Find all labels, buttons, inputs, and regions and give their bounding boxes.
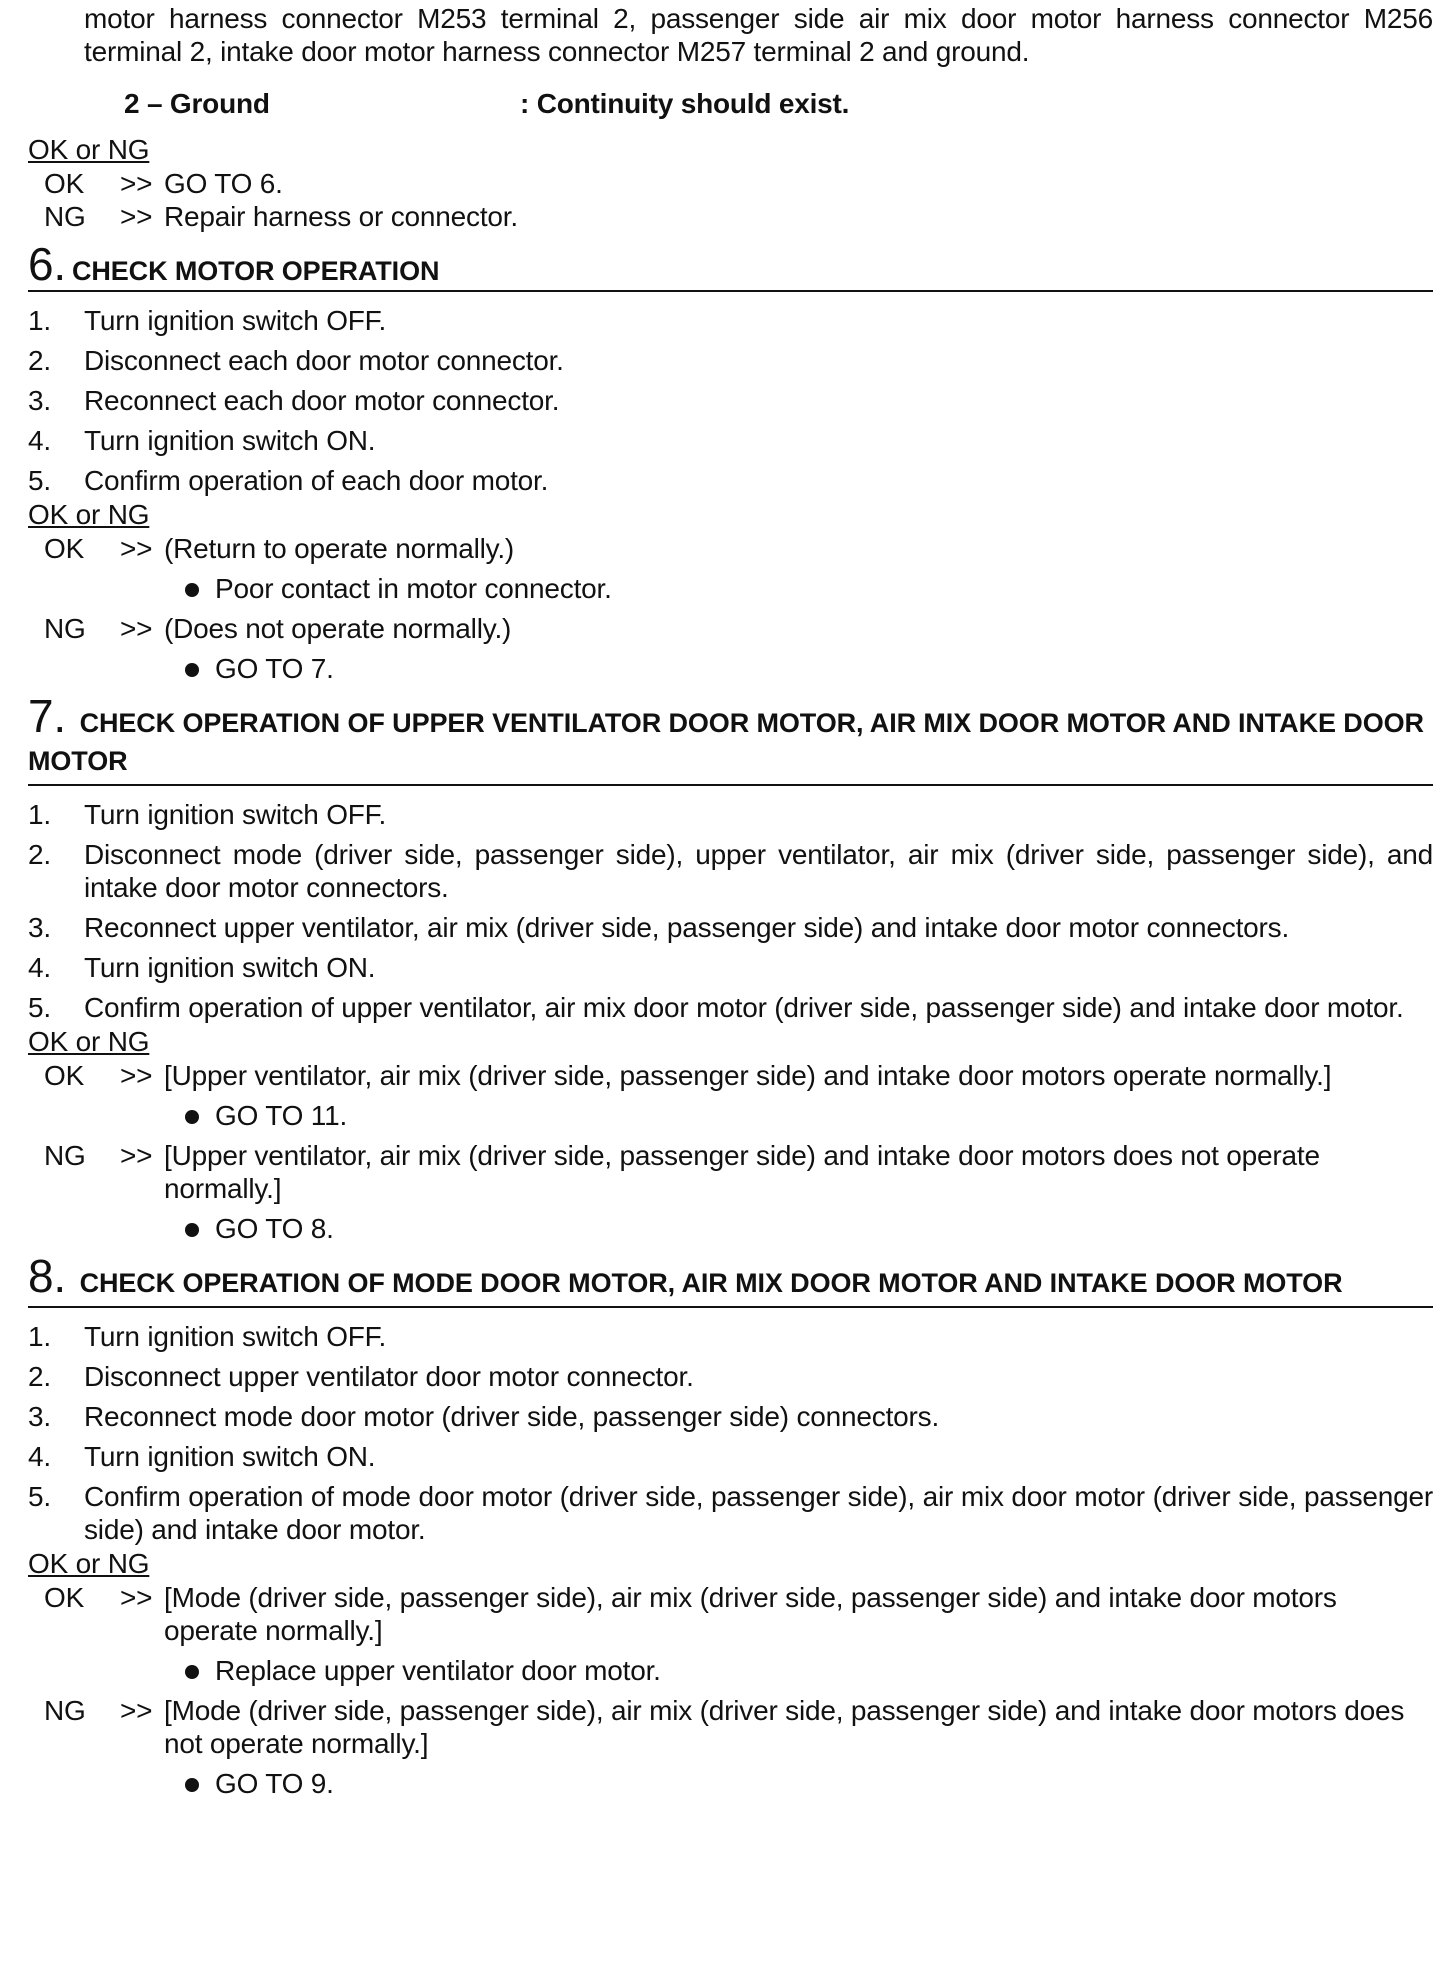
result-arrow: >> (120, 1695, 153, 1726)
result-ok (28, 1059, 1433, 1092)
result-tag: OK (44, 1582, 85, 1613)
procedure-item (28, 1360, 1433, 1393)
item-number: 3. (28, 912, 51, 943)
item-text: Disconnect mode (driver side, passenger side), upper ventilator, air mix (driver side, passenger side), and intake door motor connectors. (84, 839, 1433, 903)
step-title: CHECK OPERATION OF UPPER VENTILATOR DOOR MOTOR, AIR MIX DOOR MOTOR AND INTAKE DOOR MOTOR (28, 708, 1424, 776)
step-number: 8. (28, 1250, 66, 1302)
step-number: 7. (28, 690, 66, 742)
result-tag: NG (44, 613, 86, 644)
result-arrow: >> (120, 168, 153, 199)
result-ok (28, 532, 1433, 565)
item-number: 5. (28, 992, 51, 1023)
manual-page (28, 0, 1433, 1807)
result-text: [Mode (driver side, passenger side), air mix (driver side, passenger side) and intake door motors does not operate normally.] (164, 1695, 1405, 1759)
item-text: Turn ignition switch ON. (84, 952, 376, 983)
condition-expected: : Continuity should exist. (520, 88, 850, 119)
result-tag: OK (44, 533, 85, 564)
result-text: (Does not operate normally.) (164, 613, 512, 644)
item-text: Disconnect upper ventilator door motor connector. (84, 1361, 694, 1392)
step-8-heading (28, 1250, 1433, 1308)
item-number: 1. (28, 799, 51, 830)
item-number: 4. (28, 1441, 51, 1472)
result-tag: OK (44, 1060, 85, 1091)
result-bullet (185, 1767, 1433, 1800)
item-text: Reconnect upper ventilator, air mix (driver side, passenger side) and intake door motor connectors. (84, 912, 1290, 943)
bullet-icon (185, 1778, 199, 1792)
item-number: 1. (28, 1321, 51, 1352)
step-number: 6. (28, 238, 66, 290)
procedure-item (28, 384, 1433, 417)
item-text: Turn ignition switch ON. (84, 1441, 376, 1472)
continuity-condition (28, 87, 1433, 120)
result-bullet (185, 652, 1433, 685)
result-ng (28, 612, 1433, 645)
item-number: 4. (28, 952, 51, 983)
item-number: 5. (28, 1481, 51, 1512)
bullet-icon (185, 1665, 199, 1679)
step-7-heading (28, 690, 1433, 786)
step-6-heading (28, 238, 1433, 292)
procedure-item (28, 1480, 1433, 1546)
item-text: Confirm operation of upper ventilator, air mix door motor (driver side, passenger side) and intake door motor. (84, 992, 1404, 1023)
item-text: Turn ignition switch OFF. (84, 1321, 387, 1352)
item-number: 2. (28, 345, 51, 376)
procedure-item (28, 1440, 1433, 1473)
result-bullet (185, 572, 1433, 605)
procedure-item (28, 424, 1433, 457)
step-title: CHECK OPERATION OF MODE DOOR MOTOR, AIR MIX DOOR MOTOR AND INTAKE DOOR MOTOR (79, 1268, 1343, 1298)
procedure-item (28, 951, 1433, 984)
bullet-icon (185, 1110, 199, 1124)
item-number: 5. (28, 465, 51, 496)
ok-or-ng-label: OK or NG (28, 1026, 150, 1057)
item-number: 3. (28, 385, 51, 416)
result-ng (28, 200, 1433, 233)
bullet-icon (185, 663, 199, 677)
result-tag: OK (44, 168, 85, 199)
item-number: 2. (28, 1361, 51, 1392)
result-arrow: >> (120, 1060, 153, 1091)
result-ok (28, 1581, 1433, 1647)
result-text: [Mode (driver side, passenger side), air mix (driver side, passenger side) and intake door motors operate normally.] (164, 1582, 1337, 1646)
item-text: Turn ignition switch OFF. (84, 305, 387, 336)
procedure-item (28, 1320, 1433, 1353)
item-text: Reconnect mode door motor (driver side, passenger side) connectors. (84, 1401, 940, 1432)
step-6-procedure (28, 304, 1433, 497)
result-arrow: >> (120, 1582, 153, 1613)
result-tag: NG (44, 1140, 86, 1171)
result-bullet (185, 1654, 1433, 1687)
result-text: Repair harness or connector. (164, 201, 518, 232)
result-arrow: >> (120, 533, 153, 564)
step-8-procedure (28, 1320, 1433, 1546)
item-text: Turn ignition switch ON. (84, 425, 376, 456)
item-number: 3. (28, 1401, 51, 1432)
item-number: 4. (28, 425, 51, 456)
result-bullet (185, 1099, 1433, 1132)
procedure-item (28, 344, 1433, 377)
ok-or-ng-label: OK or NG (28, 499, 150, 530)
item-text: Turn ignition switch OFF. (84, 799, 387, 830)
item-text: Reconnect each door motor connector. (84, 385, 560, 416)
result-text: GO TO 6. (164, 168, 283, 199)
result-arrow: >> (120, 1140, 153, 1171)
item-number: 1. (28, 305, 51, 336)
procedure-item (28, 838, 1433, 904)
procedure-item (28, 798, 1433, 831)
procedure-item (28, 991, 1433, 1024)
item-text: Confirm operation of each door motor. (84, 465, 549, 496)
step-7-procedure (28, 798, 1433, 1024)
item-text: Disconnect each door motor connector. (84, 345, 564, 376)
result-arrow: >> (120, 613, 153, 644)
result-bullet (185, 1212, 1433, 1245)
bullet-text: GO TO 7. (215, 653, 334, 684)
result-arrow: >> (120, 201, 153, 232)
intro-paragraph: motor harness connector M253 terminal 2, passenger side air mix door motor harness connector M256 terminal 2, intake door motor harness connector M257 terminal 2 and ground. (84, 3, 1433, 67)
bullet-text: Replace upper ventilator door motor. (215, 1655, 661, 1686)
result-ng (28, 1694, 1433, 1760)
bullet-text: GO TO 9. (215, 1768, 334, 1799)
item-number: 2. (28, 839, 51, 870)
bullet-icon (185, 1223, 199, 1237)
item-text: Confirm operation of mode door motor (driver side, passenger side), air mix door motor (driver side, passenger side) and intake door motor. (84, 1481, 1433, 1545)
condition-terminals: 2 – Ground (124, 88, 270, 119)
step-title: CHECK MOTOR OPERATION (71, 256, 440, 286)
result-text: (Return to operate normally.) (164, 533, 515, 564)
bullet-icon (185, 583, 199, 597)
procedure-item (28, 1400, 1433, 1433)
procedure-item (28, 911, 1433, 944)
bullet-text: GO TO 11. (215, 1100, 348, 1131)
procedure-item (28, 304, 1433, 337)
result-ng (28, 1139, 1433, 1205)
bullet-text: Poor contact in motor connector. (215, 573, 612, 604)
result-ok (28, 167, 1433, 200)
ok-or-ng-label: OK or NG (28, 1548, 150, 1579)
result-tag: NG (44, 1695, 86, 1726)
bullet-text: GO TO 8. (215, 1213, 334, 1244)
ok-or-ng-label: OK or NG (28, 134, 150, 165)
result-tag: NG (44, 201, 86, 232)
procedure-item (28, 464, 1433, 497)
result-text: [Upper ventilator, air mix (driver side, passenger side) and intake door motors does not operate normally.] (164, 1140, 1320, 1204)
result-text: [Upper ventilator, air mix (driver side, passenger side) and intake door motors operate normally.] (164, 1060, 1332, 1091)
